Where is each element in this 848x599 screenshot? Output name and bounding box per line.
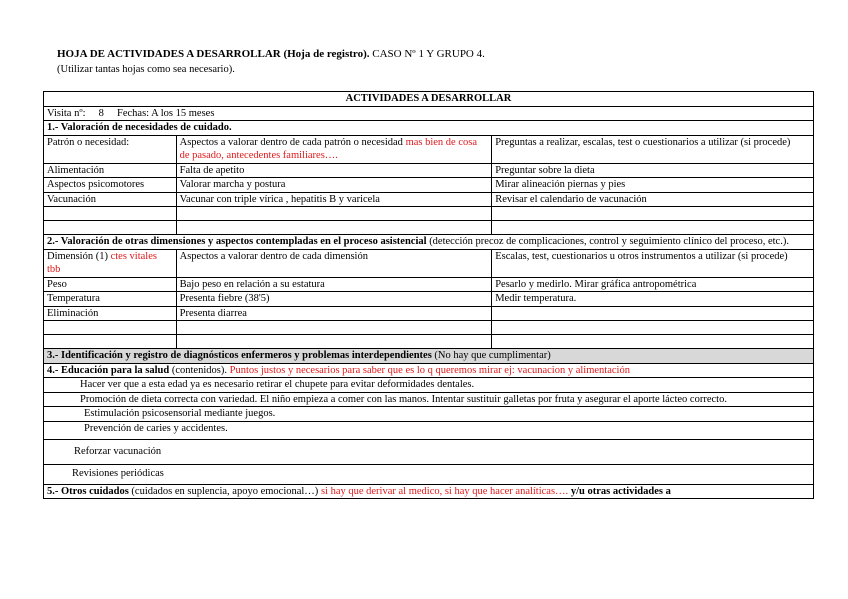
section4-title: 4.- Educación para la salud (contenidos). Puntos justos y necesarios para saber que es lo q queremos mirar ej: vacunacion y alimentación	[44, 363, 814, 378]
list-item: Revisiones periódicas	[44, 464, 814, 484]
empty-row	[44, 335, 814, 349]
section2-header-row	[44, 249, 814, 277]
visit-dates: Fechas: A los 15 meses	[117, 107, 215, 119]
document-subtitle: (Utilizar tantas hojas como sea necesario).	[57, 64, 235, 75]
list-item: Prevención de caries y accidentes.	[44, 421, 814, 439]
list-item: Hacer ver que a esta edad ya es necesario retirar el chupete para evitar deformidades dentales.	[44, 378, 814, 393]
list-item: Reforzar vacunación	[44, 439, 814, 464]
section2-head-col1: Dimensión (1) ctes vitales tbb	[44, 249, 177, 277]
page-header	[57, 47, 485, 77]
table-row: Peso Bajo peso en relación a su estatura Pesarlo y medirlo. Mirar gráfica antropométrica	[44, 277, 814, 292]
section1-title: 1.- Valoración de necesidades de cuidado.	[44, 121, 814, 136]
table-row: Temperatura Presenta fiebre (38'5) Medir temperatura.	[44, 292, 814, 307]
table-row: Eliminación Presenta diarrea	[44, 306, 814, 321]
visit-row	[44, 106, 814, 121]
empty-row	[44, 207, 814, 221]
list-item: Estimulación psicosensorial mediante juegos.	[44, 407, 814, 422]
section1-head-col1: Patrón o necesidad:	[44, 135, 177, 163]
empty-row	[44, 321, 814, 335]
section3-title: 3.- Identificación y registro de diagnósticos enfermeros y problemas interdependientes (No hay que cumplimentar)	[44, 349, 814, 364]
table-row: Aspectos psicomotores Valorar marcha y postura Mirar alineación piernas y pies	[44, 178, 814, 193]
section2-title: 2.- Valoración de otras dimensiones y aspectos contempladas en el proceso asistencial (detección precoz de complicaciones, control y seguimiento clínico del proceso, etc.).	[44, 235, 814, 250]
visit-number: 8	[98, 107, 104, 119]
section1-head-col3: Preguntas a realizar, escalas, test o cuestionarios a utilizar (si procede)	[492, 135, 814, 163]
list-item: Promoción de dieta correcta con variedad. El niño empieza a comer con las manos. Intentar sustituir galletas por fruta y asegurar el aporte lácteo correcto.	[44, 392, 814, 407]
visit-label: Visita nº:	[47, 107, 86, 119]
section1-header-row	[44, 135, 814, 163]
table-row: Alimentación Falta de apetito Preguntar sobre la dieta	[44, 163, 814, 178]
table-row: Vacunación Vacunar con triple vírica , hepatitis B y varicela Revisar el calendario de vacunación	[44, 192, 814, 207]
table-title: ACTIVIDADES A DESARROLLAR	[44, 92, 814, 107]
section1-head-col2: Aspectos a valorar dentro de cada patrón o necesidad mas bien de cosa de pasado, antecedentes familiares….	[176, 135, 492, 163]
section2-head-col3: Escalas, test, cuestionarios u otros instrumentos a utilizar (si procede)	[492, 249, 814, 277]
section5-title: 5.- Otros cuidados (cuidados en suplencia, apoyo emocional…) si hay que derivar al medico, si hay que hacer analíticas…. y/u otras actividades a	[44, 484, 814, 499]
activities-table	[43, 91, 814, 499]
empty-row	[44, 221, 814, 235]
section2-head-col2: Aspectos a valorar dentro de cada dimensión	[176, 249, 492, 277]
document-title: HOJA DE ACTIVIDADES A DESARROLLAR (Hoja de registro). CASO Nº 1 Y GRUPO 4.	[57, 48, 485, 60]
